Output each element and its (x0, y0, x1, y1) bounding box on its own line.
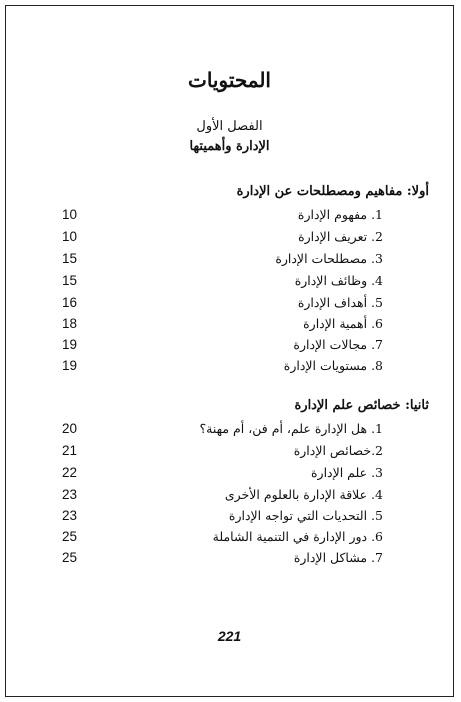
toc-entry (62, 465, 383, 485)
toc-entry-page: 20 (62, 421, 78, 436)
chapter-subtitle: الإدارة وأهميتها (189, 139, 270, 154)
toc-entry-page: 21 (62, 443, 78, 458)
toc-entry-label: 5. التحديات التي تواجه الإدارة (228, 508, 383, 523)
toc-entry-page: 15 (62, 251, 78, 266)
toc-entry-label: 7. مجالات الإدارة (293, 337, 383, 352)
toc-entry (62, 251, 383, 271)
toc-entry (62, 273, 383, 293)
toc-entry-page: 10 (62, 229, 78, 244)
toc-entry (62, 508, 383, 528)
toc-entry-label: 1. هل الإدارة علم، أم فن، أم مهنة؟ (199, 421, 383, 436)
section-heading-1: أولا: مفاهيم ومصطلحات عن الإدارة (236, 184, 429, 199)
toc-entry-page: 15 (62, 273, 78, 288)
toc-entry-label: 3. مصطلحات الإدارة (275, 251, 383, 266)
toc-entry (62, 229, 383, 249)
toc-entry (62, 487, 383, 507)
toc-entry-page: 19 (62, 358, 78, 373)
toc-entry-label: 3. علم الإدارة (310, 465, 383, 480)
page-number: 221 (217, 628, 242, 644)
toc-entry-label: 7. مشاكل الإدارة (293, 550, 383, 565)
toc-entry (62, 337, 383, 357)
toc-entry-page: 19 (62, 337, 78, 352)
page-title: المحتويات (188, 68, 271, 92)
toc-entry (62, 358, 383, 378)
toc-entry (62, 550, 383, 570)
toc-entry (62, 421, 383, 441)
section-heading-2: ثانيا: خصائص علم الإدارة (294, 398, 429, 413)
toc-entry (62, 207, 383, 227)
toc-entry-label: 1. مفهوم الإدارة (297, 207, 383, 222)
toc-entry-label: 4. علاقة الإدارة بالعلوم الأخرى (224, 487, 383, 502)
toc-entry-label: 2.خصائص الإدارة (293, 443, 383, 458)
toc-entry-page: 10 (62, 207, 78, 222)
toc-entry (62, 443, 383, 463)
toc-entry-label: 8. مستويات الإدارة (283, 358, 383, 373)
toc-entry-page: 23 (62, 508, 78, 523)
chapter-label: الفصل الأول (196, 119, 263, 134)
toc-entry-page: 25 (62, 550, 78, 565)
toc-entry-label: 5. أهداف الإدارة (297, 295, 383, 310)
toc-entry-page: 16 (62, 295, 78, 310)
toc-entry (62, 295, 383, 315)
toc-entry (62, 316, 383, 336)
toc-entry (62, 529, 383, 549)
toc-entry-label: 2. تعريف الإدارة (298, 229, 383, 244)
toc-entry-label: 6. دور الإدارة في التنمية الشاملة (212, 529, 383, 544)
book-page (5, 5, 454, 697)
toc-entry-page: 22 (62, 465, 78, 480)
toc-entry-page: 23 (62, 487, 78, 502)
toc-entry-label: 4. وظائف الإدارة (294, 273, 383, 288)
toc-entry-label: 6. أهمية الإدارة (303, 316, 383, 331)
toc-entry-page: 25 (62, 529, 78, 544)
toc-entry-page: 18 (62, 316, 78, 331)
